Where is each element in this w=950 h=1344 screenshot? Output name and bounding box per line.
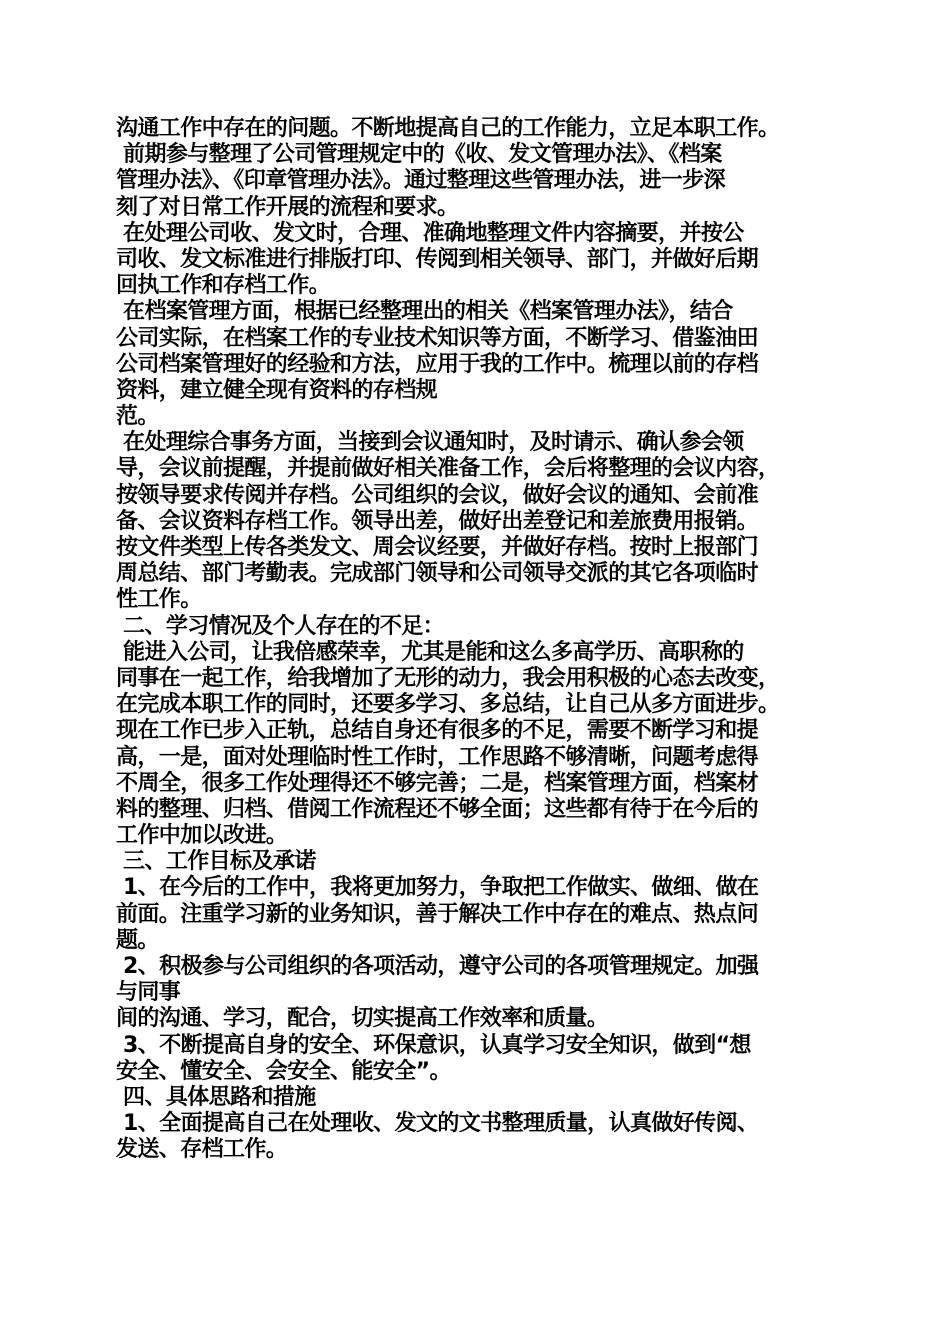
text-line: 1、全面提高自己在处理收、发文的文书整理质量，认真做好传阅、 [116, 1111, 759, 1137]
text-line: 周总结、部门考勤表。完成部门领导和公司领导交派的其它各项临时 [116, 561, 759, 587]
text-line: 与同事 [116, 980, 181, 1006]
text-line: 高，一是，面对处理临时性工作时，工作思路不够清晰，问题考虑得 [116, 744, 759, 770]
text-line: 沟通工作中存在的问题。不断地提高自己的工作能力，立足本职工作。 [116, 116, 780, 141]
text-line: 按领导要求传阅并存档。公司组织的会议，做好会议的通知、会前准 [116, 482, 759, 508]
text-line: 司收、发文标准进行排版打印、传阅到相关领导、部门，并做好后期 [116, 246, 759, 272]
text-line: 性工作。 [116, 587, 202, 613]
text-line: 管理办法》、《印章管理办法》。通过整理这些管理办法，进一步深 [116, 168, 726, 194]
text-line: 在档案管理方面，根据已经整理出的相关《档案管理办法》，结合 [116, 299, 733, 325]
text-line: 范。 [116, 404, 159, 430]
text-line: 在处理综合事务方面，当接到会议通知时，及时请示、确认参会领 [116, 430, 744, 456]
document-body [116, 116, 842, 1164]
text-line: 题。 [116, 927, 159, 953]
text-line: 二、学习情况及个人存在的不足： [116, 613, 445, 639]
text-line: 前期参与整理了公司管理规定中的《收、发文管理办法》、《档案 [116, 142, 722, 168]
text-line: 2、积极参与公司组织的各项活动，遵守公司的各项管理规定。加强 [116, 954, 759, 979]
text-line: 不周全，很多工作处理得还不够完善；二是，档案管理方面，档案材 [116, 770, 759, 796]
text-line: 导，会议前提醒，并提前做好相关准备工作，会后将整理的会议内容， [116, 456, 780, 482]
text-line: 回执工作和存档工作。 [116, 273, 331, 299]
text-line: 料的整理、归档、借阅工作流程还不够全面；这些都有待于在今后的 [116, 796, 759, 822]
text-line: 间的沟通、学习，配合，切实提高工作效率和质量。 [116, 1006, 609, 1032]
text-line: 按文件类型上传各类发文、周会议经要，并做好存档。按时上报部门 [116, 535, 759, 560]
text-line: 安全、懂安全、会安全、能安全”。 [116, 1058, 451, 1084]
text-line: 现在工作已步入正轨，总结自身还有很多的不足，需要不断学习和提 [116, 718, 759, 744]
text-line: 在完成本职工作的同时，还要多学习、多总结，让自己从多方面进步。 [116, 692, 780, 718]
text-line: 四、具体思路和措施 [116, 1084, 316, 1110]
text-line: 1、在今后的工作中，我将更加努力，争取把工作做实、做细、做在 [116, 875, 759, 901]
text-line: 发送、存档工作。 [116, 1137, 288, 1163]
text-line: 备、会议资料存档工作。领导出差，做好出差登记和差旅费用报销。 [116, 508, 759, 534]
text-line: 同事在一起工作，给我增加了无形的动力，我会用积极的心态去改变， [116, 665, 780, 691]
text-line: 资料，建立健全现有资料的存档规 [116, 377, 438, 403]
text-line: 刻了对日常工作开展的流程和要求。 [116, 194, 459, 220]
text-line: 3、不断提高自身的安全、环保意识，认真学习安全知识，做到“想 [116, 1032, 751, 1058]
text-line: 在处理公司收、发文时，合理、准确地整理文件内容摘要，并按公 [116, 220, 744, 246]
text-line: 工作中加以改进。 [116, 823, 288, 849]
text-line: 前面。注重学习新的业务知识，善于解决工作中存在的难点、热点问 [116, 901, 759, 927]
text-line: 公司实际，在档案工作的专业技术知识等方面，不断学习、借鉴油田 [116, 325, 759, 351]
text-line: 三、工作目标及承诺 [116, 849, 316, 875]
text-line: 公司档案管理好的经验和方法，应用于我的工作中。梳理以前的存档 [116, 351, 759, 377]
text-line: 能进入公司，让我倍感荣幸，尤其是能和这么多高学历、高职称的 [116, 639, 744, 665]
